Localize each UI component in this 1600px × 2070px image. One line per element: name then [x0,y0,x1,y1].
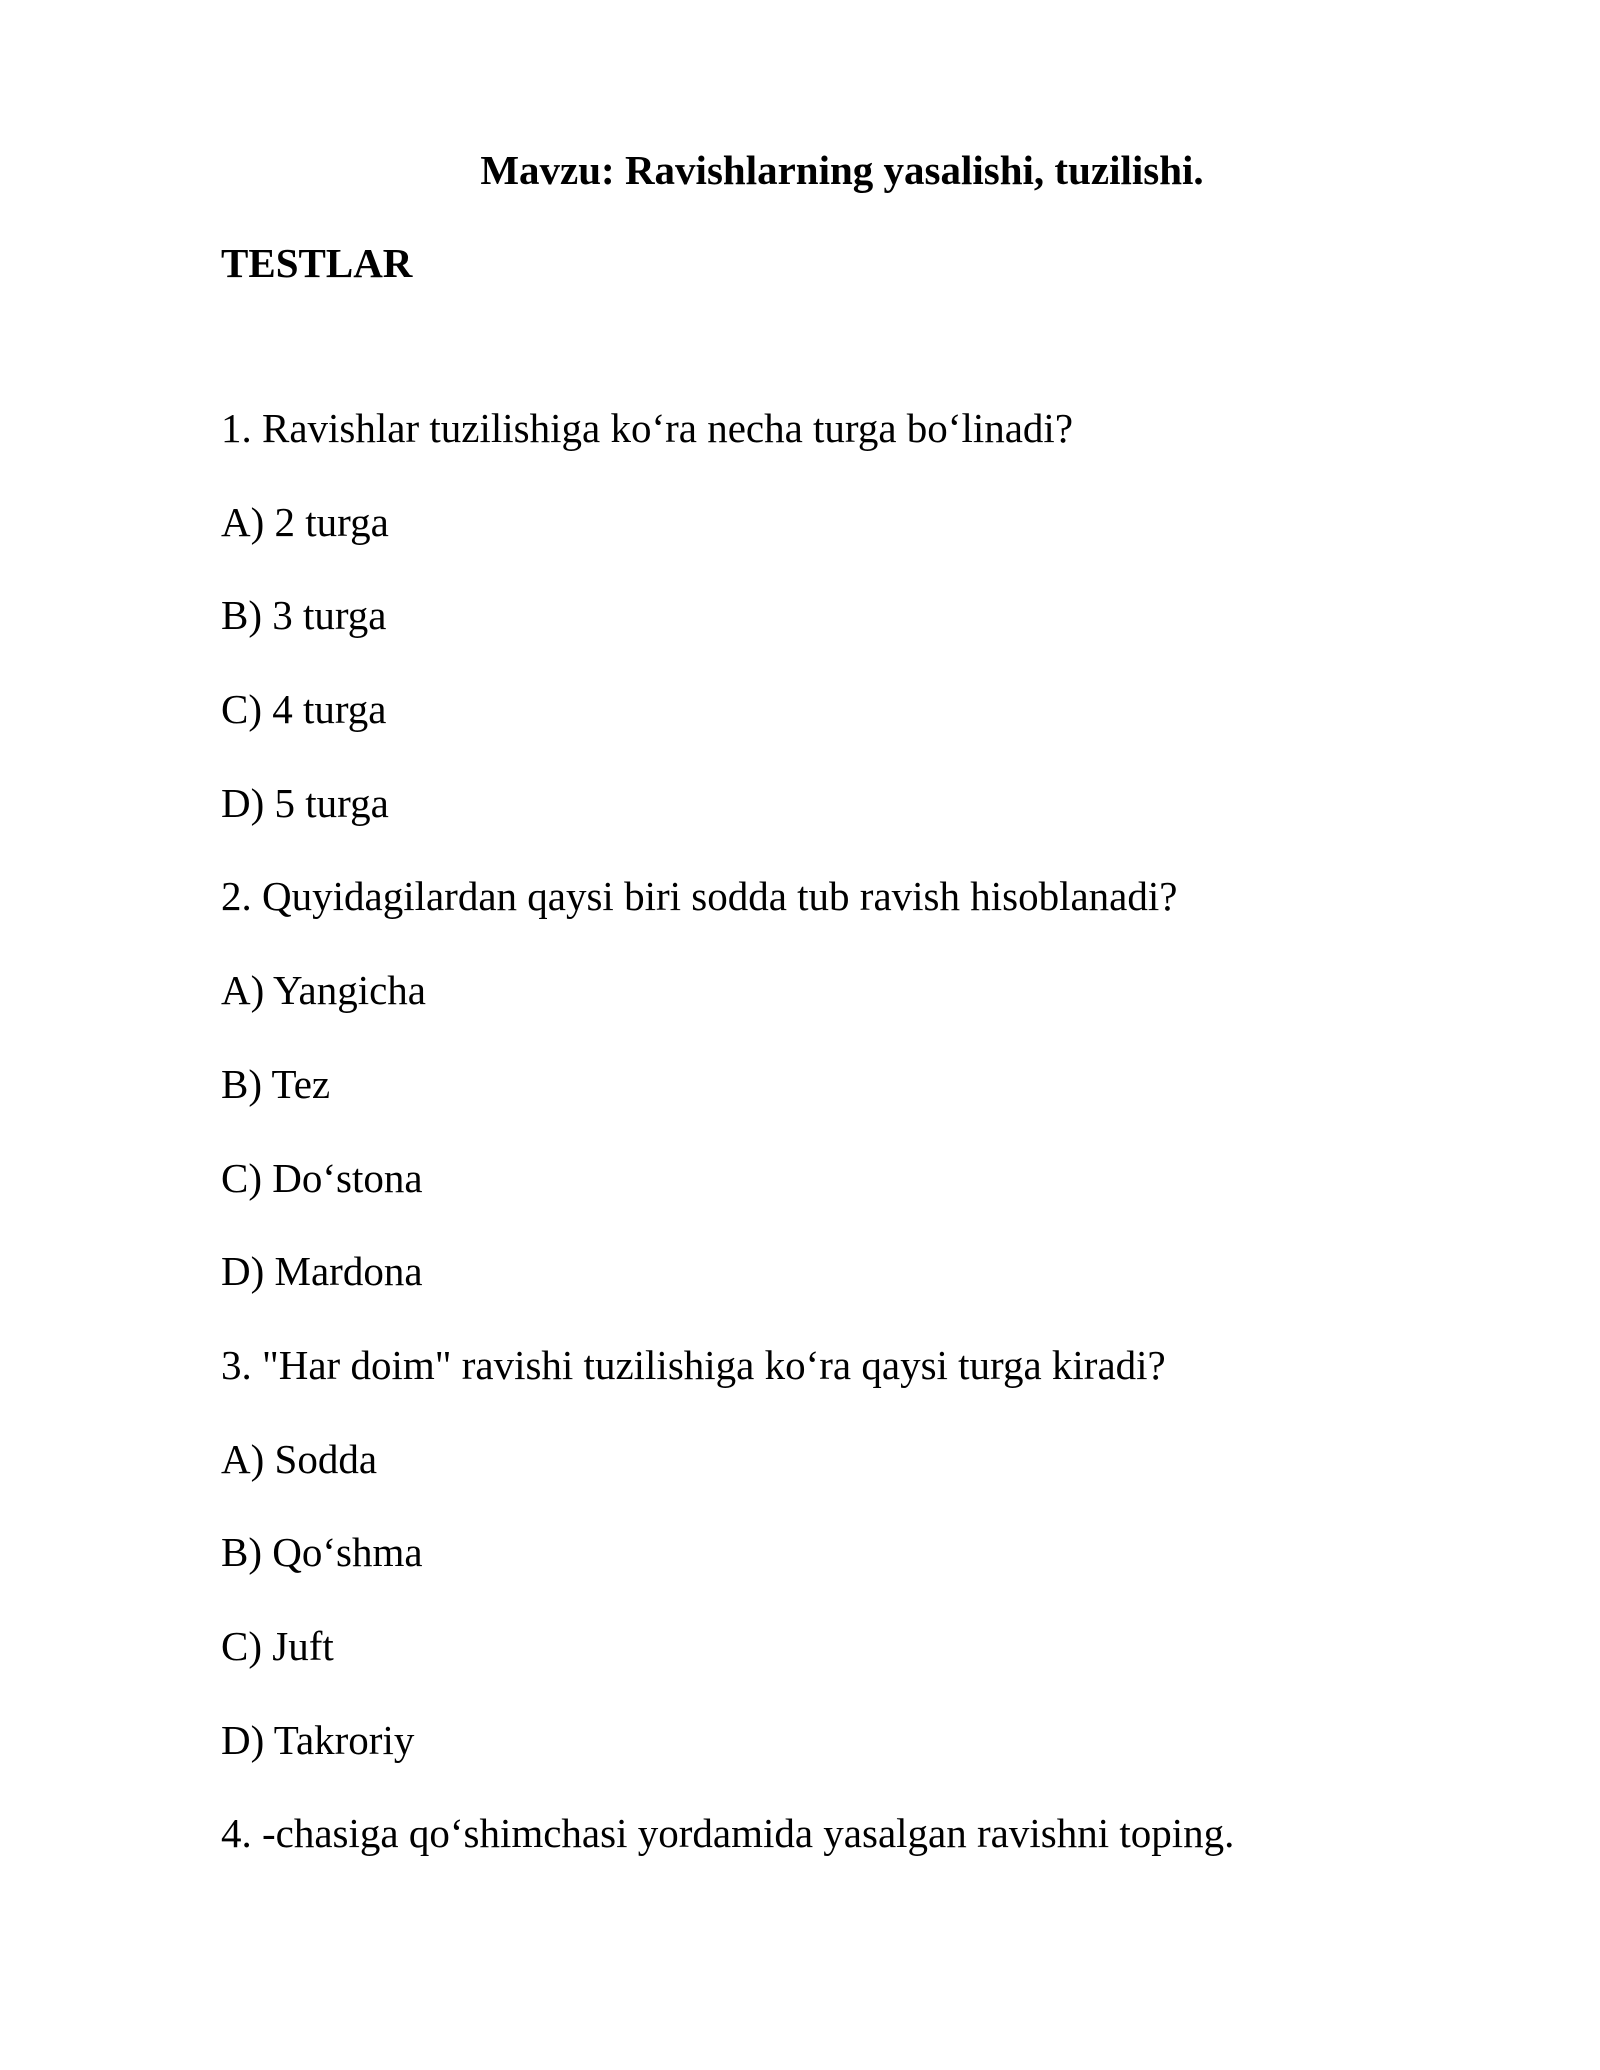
answer-option: B) Tez [221,1060,331,1107]
answer-option: C) Juft [221,1622,334,1669]
question-text: 2. Quyidagilardan qaysi biri sodda tub ravish hisoblanadi? [221,873,1178,920]
question-text: 1. Ravishlar tuzilishiga ko‘ra necha turga bo‘linadi? [221,405,1074,451]
answer-option: D) 5 turga [221,779,389,826]
answer-option: B) 3 turga [221,592,387,639]
questions-list [221,404,1421,1903]
answer-option: D) Mardona [221,1248,423,1295]
answer-option: A) Sodda [221,1435,378,1482]
answer-option: A) Yangicha [221,967,426,1014]
answer-option: A) 2 turga [221,498,389,545]
section-heading: TESTLAR [221,240,413,286]
question-text: 3. "Har doim" ravishi tuzilishiga ko‘ra qaysi turga kiradi? [221,1341,1166,1388]
document-title: Mavzu: Ravishlarning yasalishi, tuzilishi. [480,147,1204,193]
answer-option: C) 4 turga [221,686,387,733]
answer-option: D) Takroriy [221,1716,415,1763]
question-text: 4. -chasiga qo‘shimchasi yordamida yasalgan ravishni toping. [221,1810,1235,1857]
answer-option: C) Do‘stona [221,1154,423,1201]
answer-option: B) Qo‘shma [221,1529,423,1576]
